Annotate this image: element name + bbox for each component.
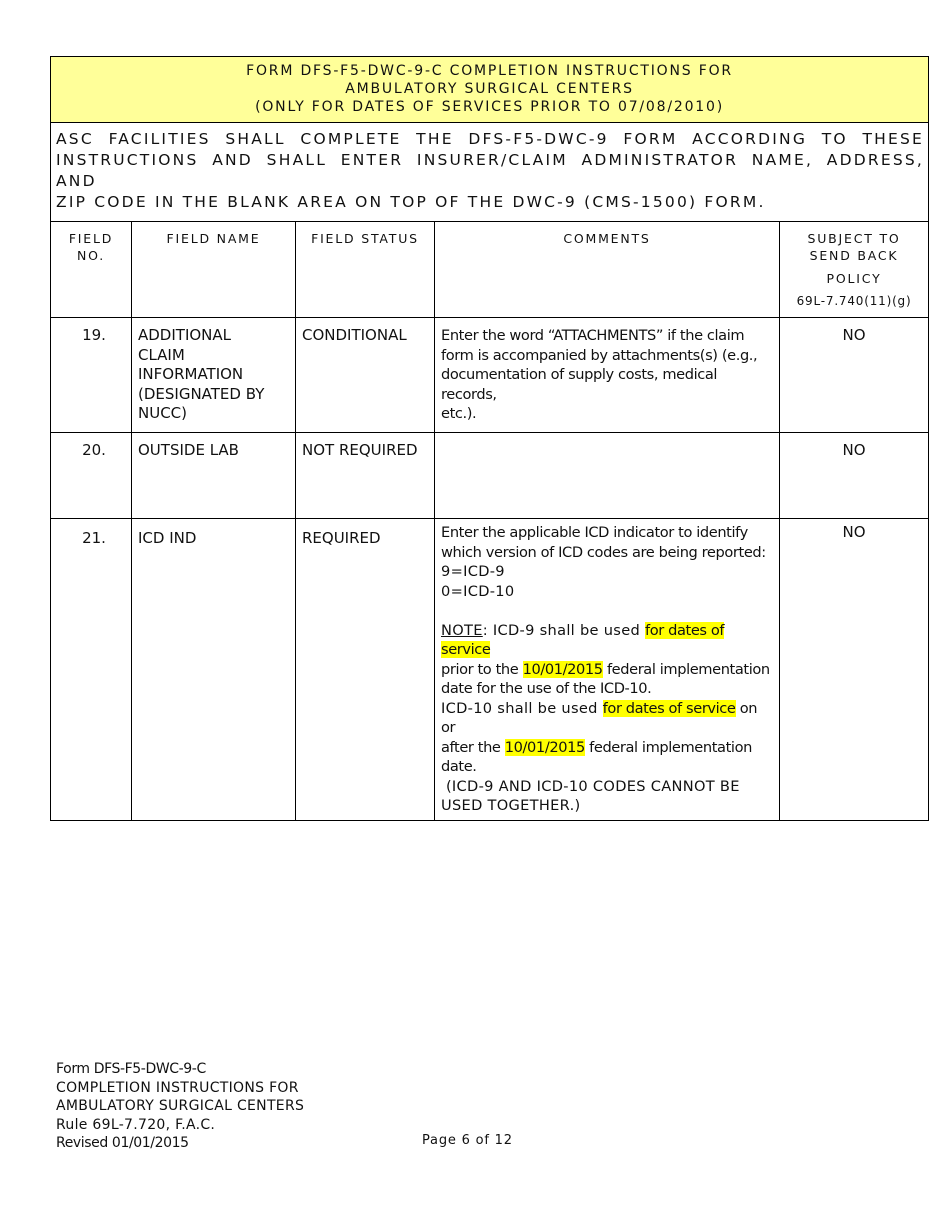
note-text: federal implementation: [584, 738, 752, 756]
field-name-line: NUCC): [138, 404, 187, 422]
note-line-1: [441, 621, 773, 660]
note-text: prior to the: [441, 660, 523, 678]
field-comments: [435, 433, 780, 519]
field-send-back-policy: NO: [780, 318, 929, 433]
intro-line-1: ASC FACILITIES SHALL COMPLETE THE DFS-F5-DWC-9 FORM ACCORDING TO THESE: [56, 130, 925, 148]
highlighted-text: for dates of service: [602, 699, 736, 717]
comment-line: documentation of supply costs, medical records,: [441, 366, 718, 403]
field-name-line: INFORMATION: [138, 365, 244, 383]
page-footer: [56, 1060, 304, 1153]
field-number: 21.: [51, 519, 132, 821]
comment-line: which version of ICD codes are being reported:: [441, 543, 766, 561]
footer-revised: Revised 01/01/2015: [56, 1135, 189, 1151]
table-row: [51, 318, 929, 433]
intro-text: [51, 123, 929, 222]
field-number: 20.: [51, 433, 132, 519]
note-text: after the: [441, 738, 505, 756]
note-label: NOTE: [441, 621, 483, 639]
note-line-8: USED TOGETHER.): [441, 797, 581, 814]
instructions-table: [50, 56, 929, 821]
header-field-no-line-2: NO.: [76, 248, 106, 263]
field-comments: [435, 318, 780, 433]
header-field-status: [296, 222, 435, 318]
header-row: [51, 222, 929, 318]
page-number: Page 6 of 12: [422, 1133, 513, 1148]
note-line-6: date.: [441, 758, 477, 775]
field-number: 19.: [51, 318, 132, 433]
footer-rule: Rule 69L-7.720, F.A.C.: [56, 1116, 216, 1133]
table-row: [51, 433, 929, 519]
field-name: OUTSIDE LAB: [132, 433, 296, 519]
title-line-2: AMBULATORY SURGICAL CENTERS: [345, 81, 634, 97]
footer-title-1: COMPLETION INSTRUCTIONS FOR: [56, 1079, 299, 1096]
form-title: [51, 57, 929, 123]
header-field-no-line-1: FIELD: [68, 231, 114, 246]
header-policy-line-1: SUBJECT TO: [807, 231, 901, 246]
field-send-back-policy: NO: [780, 433, 929, 519]
field-status: REQUIRED: [296, 519, 435, 821]
field-status: NOT REQUIRED: [296, 433, 435, 519]
header-policy-line-2: SEND BACK: [809, 248, 899, 263]
comment-line: 9=ICD-9: [441, 563, 505, 580]
field-name-line: CLAIM: [138, 345, 185, 364]
header-field-no: [51, 222, 132, 318]
field-status: CONDITIONAL: [296, 318, 435, 433]
note-line-5: [441, 738, 773, 758]
field-name: ICD IND: [132, 519, 296, 821]
header-field-name-text: FIELD NAME: [166, 231, 261, 246]
title-line-3: (ONLY FOR DATES OF SERVICES PRIOR TO 07/08/2010): [255, 99, 724, 115]
header-policy-rule: 69L-7.740(11)(g): [796, 294, 912, 308]
title-line-1: FORM DFS-F5-DWC-9-C COMPLETION INSTRUCTIONS FOR: [246, 63, 733, 79]
field-comments: [435, 519, 780, 821]
highlighted-date: 10/01/2015: [504, 738, 585, 756]
footer-title-2: AMBULATORY SURGICAL CENTERS: [56, 1098, 305, 1114]
comment-line: 0=ICD-10: [441, 582, 515, 600]
comment-line: etc.).: [441, 405, 477, 422]
note-text: : ICD-9 shall be used: [482, 621, 645, 639]
table-row: [51, 519, 929, 821]
note-line-7: (ICD-9 AND ICD-10 CODES CANNOT BE: [441, 777, 740, 795]
field-name-line: (DESIGNATED BY: [138, 384, 265, 403]
field-name-line: ADDITIONAL: [138, 326, 232, 344]
header-comments: [435, 222, 780, 318]
highlighted-text: for dates of service: [441, 621, 725, 658]
note-line-3: date for the use of the ICD-10.: [441, 680, 652, 697]
highlighted-date: 10/01/2015: [522, 660, 603, 678]
note-line-4: [441, 699, 773, 738]
field-send-back-policy: NO: [780, 519, 929, 821]
comment-line: form is accompanied by attachments(s) (e.g.,: [441, 346, 758, 364]
header-send-back-policy: [780, 222, 929, 318]
note-text: ICD-10 shall be used: [441, 699, 603, 717]
footer-form-id: Form DFS-F5-DWC-9-C: [56, 1061, 206, 1077]
field-name: [132, 318, 296, 433]
header-field-name: [132, 222, 296, 318]
intro-row: [51, 123, 929, 222]
intro-line-2: INSTRUCTIONS AND SHALL ENTER INSURER/CLAIM ADMINISTRATOR NAME, ADDRESS, AND: [56, 151, 925, 190]
comment-line: Enter the word “ATTACHMENTS” if the claim: [441, 327, 745, 344]
intro-line-3: ZIP CODE IN THE BLANK AREA ON TOP OF THE DWC-9 (CMS-1500) FORM.: [56, 193, 766, 211]
note-text: on or: [441, 699, 758, 736]
header-comments-text: COMMENTS: [563, 231, 651, 246]
note-line-2: [441, 660, 773, 680]
header-field-status-text: FIELD STATUS: [311, 231, 419, 246]
title-row: [51, 57, 929, 123]
comment-line: Enter the applicable ICD indicator to identify: [441, 524, 748, 541]
note-text: federal implementation: [602, 660, 770, 678]
header-policy-line-3: POLICY: [826, 271, 882, 286]
comment-spacer: [441, 601, 773, 621]
